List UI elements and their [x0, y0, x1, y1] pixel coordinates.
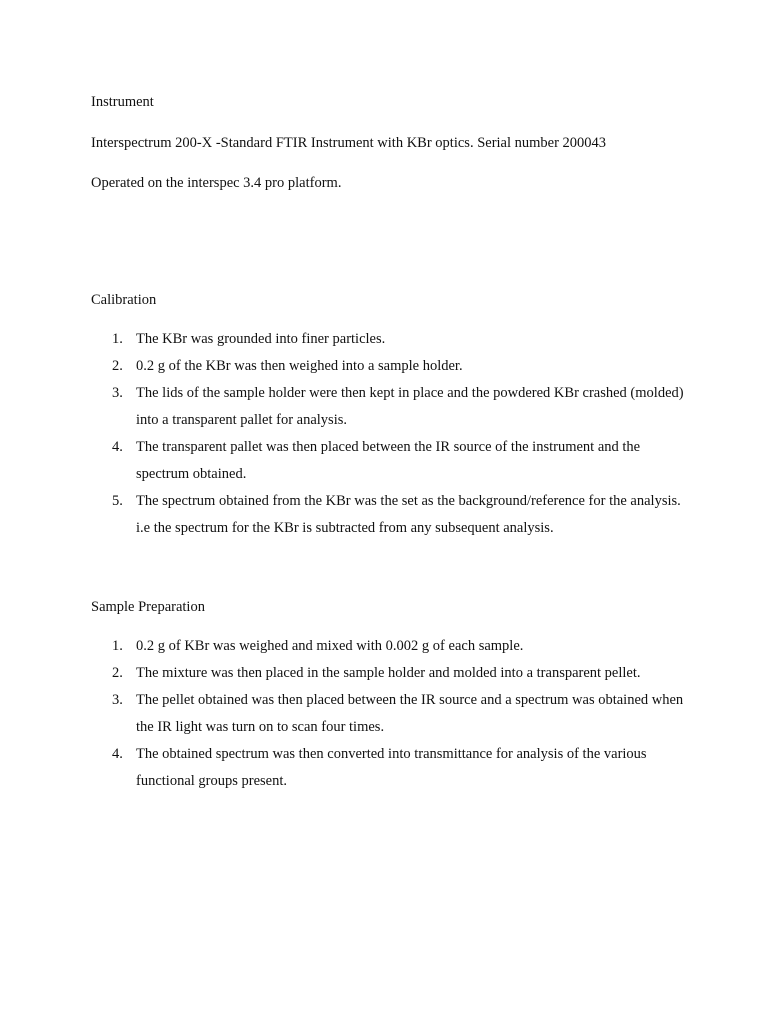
- list-item-text: 0.2 g of KBr was weighed and mixed with 0.002 g of each sample.: [136, 638, 524, 654]
- calibration-steps: [0, 326, 696, 542]
- sample-preparation-heading: Sample Preparation: [91, 599, 205, 615]
- list-item: [0, 488, 696, 542]
- calibration-heading: Calibration: [91, 292, 157, 308]
- list-item: [0, 353, 696, 380]
- instrument-heading: Instrument: [91, 94, 154, 110]
- list-item-text: The mixture was then placed in the sample holder and molded into a transparent pellet.: [136, 665, 641, 681]
- list-item: [0, 380, 696, 434]
- list-item-text: The transparent pallet was then placed between the IR source of the instrument and the spectrum obtained.: [136, 439, 641, 482]
- list-item-number: 1.: [112, 331, 123, 347]
- instrument-description: Interspectrum 200-X -Standard FTIR Instrument with KBr optics. Serial number 200043: [91, 135, 607, 151]
- list-item-number: 3.: [112, 692, 123, 708]
- list-item-text: The pellet obtained was then placed between the IR source and a spectrum was obtained when the IR light was turn on to scan four times.: [136, 692, 684, 735]
- list-item-number: 1.: [112, 638, 123, 654]
- list-item: [0, 434, 696, 488]
- list-item-number: 2.: [112, 358, 123, 374]
- list-item: [0, 633, 696, 660]
- platform-description: Operated on the interspec 3.4 pro platform.: [91, 175, 342, 191]
- list-item-number: 4.: [112, 439, 123, 455]
- list-item: [0, 741, 696, 795]
- list-item: [0, 326, 696, 353]
- list-item: [0, 660, 696, 687]
- list-item-text: The KBr was grounded into finer particles.: [136, 331, 386, 347]
- list-item-number: 5.: [112, 493, 123, 509]
- list-item-number: 4.: [112, 746, 123, 762]
- list-item-text: The spectrum obtained from the KBr was the set as the background/reference for the analysis. i.e the spectrum for the KBr is subtracted from any subsequent analysis.: [136, 493, 681, 536]
- list-item-number: 2.: [112, 665, 123, 681]
- list-item-text: 0.2 g of the KBr was then weighed into a sample holder.: [136, 358, 463, 374]
- sample-preparation-steps: [0, 633, 696, 795]
- list-item: [0, 687, 696, 741]
- list-item-text: The obtained spectrum was then converted into transmittance for analysis of the various functional groups present.: [136, 746, 647, 789]
- list-item-number: 3.: [112, 385, 123, 401]
- list-item-text: The lids of the sample holder were then kept in place and the powdered KBr crashed (molded) into a transparent pallet for analysis.: [136, 385, 684, 428]
